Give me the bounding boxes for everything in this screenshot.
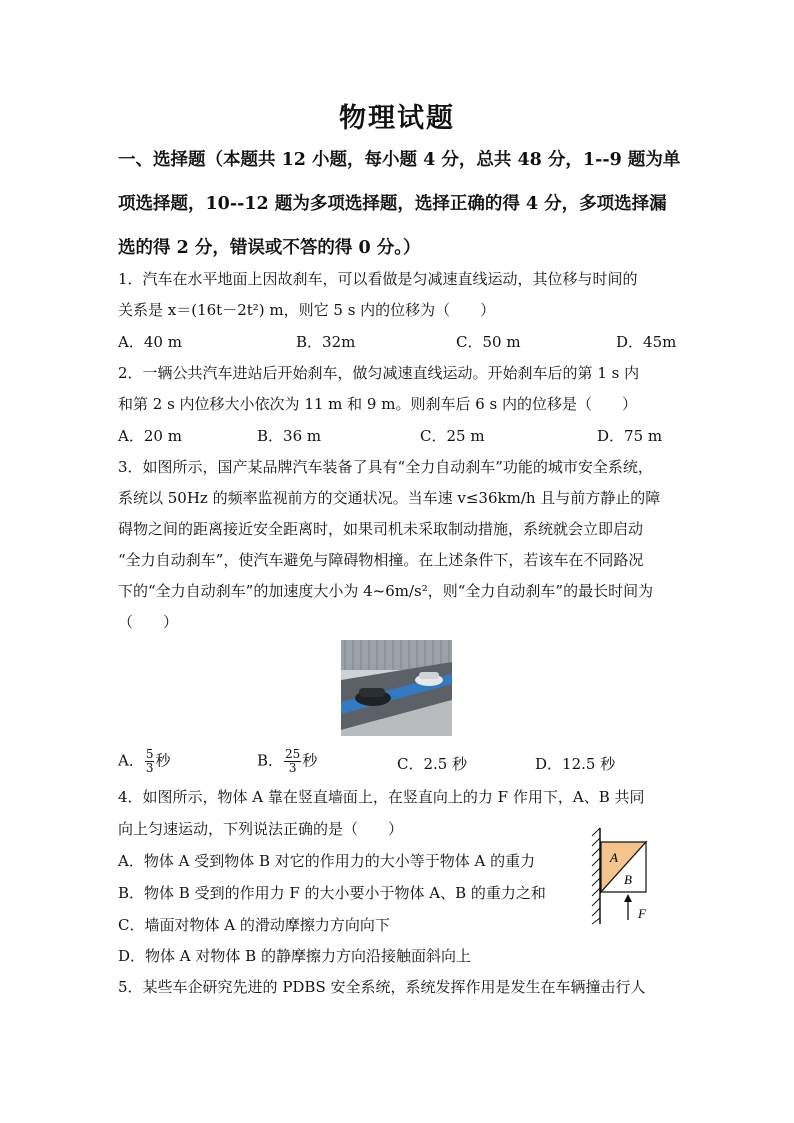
q2-option-c: C．25 m (420, 427, 485, 445)
q3-text-line-4: “全力自动刹车”，使汽车避免与障碍物相撞。在上述条件下，若该车在不同路况 (118, 551, 644, 569)
section-header-line-3: 选的得 2 分，错误或不答的得 0 分。） (118, 238, 421, 258)
q1-option-d: D．45m (616, 333, 677, 351)
q3-option-a-denominator: 3 (145, 761, 154, 775)
wall-hatching (592, 828, 600, 924)
q4-option-b: B．物体 B 受到的作用力 F 的大小要小于物体 A、B 的重力之和 (118, 884, 546, 902)
q2-option-d: D．75 m (597, 427, 663, 445)
q3-option-b-numerator: 25 (285, 747, 301, 761)
q4-text-line-1: 4．如图所示，物体 A 靠在竖直墙面上，在竖直向上的力 F 作用下，A、B 共同 (118, 788, 645, 806)
page-title: 物理试题 (339, 103, 455, 134)
q1-option-a: A．40 m (118, 333, 182, 351)
q3-option-a-unit: 秒 (155, 751, 171, 770)
q3-option-b-fraction (284, 748, 301, 775)
q3-text-line-1: 3．如图所示，国产某品牌汽车装备了具有“全力自动刹车”功能的城市安全系统， (118, 458, 653, 476)
force-label: F (638, 906, 646, 921)
q3-option-b (257, 748, 317, 775)
q4-text-line-2: 向上匀速运动，下列说法正确的是（ ） (118, 820, 404, 838)
q1-option-b: B．32m (296, 333, 356, 351)
block-a-label: A (610, 850, 618, 865)
block-b-label: B (624, 872, 632, 887)
q3-text-line-2: 系统以 50Hz 的频率监视前方的交通状况。当车速 v≤36km/h 且与前方静止的障 (118, 489, 661, 507)
q3-text-line-5: 下的“全力自动刹车”的加速度大小为 4~6m/s²，则“全力自动刹车”的最长时间为 (118, 582, 654, 600)
q2-text-line-2: 和第 2 s 内位移大小依次为 11 m 和 9 m。则刹车后 6 s 内的位移是（ ） (118, 395, 638, 413)
q3-option-a-numerator: 5 (145, 747, 154, 761)
q3-option-c: C．2.5 秒 (397, 755, 468, 773)
q3-option-b-label: B． (257, 751, 284, 770)
q3-option-a (118, 748, 171, 775)
q2-option-b: B．36 m (257, 427, 322, 445)
q3-option-a-label: A． (118, 751, 144, 770)
q1-text-line-2: 关系是 x＝(16t－2t²) m，则它 5 s 内的位移为（ ） (118, 301, 496, 319)
q4-option-c: C．墙面对物体 A 的滑动摩擦力方向向下 (118, 916, 390, 934)
q4-option-a: A．物体 A 受到物体 B 对它的作用力的大小等于物体 A 的重力 (118, 852, 536, 870)
section-header-line-2: 项选择题，10--12 题为多项选择题，选择正确的得 4 分，多项选择漏 (118, 194, 667, 214)
q4-option-d: D．物体 A 对物体 B 的静摩擦力方向沿接触面斜向上 (118, 947, 471, 965)
q1-option-c: C．50 m (456, 333, 521, 351)
q3-option-a-fraction (145, 748, 155, 775)
q5-text-line-1: 5．某些车企研究先进的 PDBS 安全系统，系统发挥作用是发生在车辆撞击行人 (118, 978, 646, 996)
car-braking-photo (341, 640, 452, 736)
q2-text-line-1: 2．一辆公共汽车进站后开始刹车，做匀减速直线运动。开始刹车后的第 1 s 内 (118, 364, 640, 382)
q3-option-b-unit: 秒 (302, 751, 318, 770)
q1-text-line-1: 1．汽车在水平地面上因故刹车，可以看做是匀减速直线运动，其位移与时间的 (118, 270, 638, 288)
section-header-line-1: 一、选择题（本题共 12 小题，每小题 4 分，总共 48 分，1--9 题为单 (118, 150, 681, 170)
q2-option-a: A．20 m (118, 427, 182, 445)
q3-text-line-3: 碍物之间的距离接近安全距离时，如果司机未采取制动措施，系统就会立即启动 (118, 520, 644, 538)
q3-text-line-6: （ ） (118, 613, 179, 631)
wall-blocks-diagram (588, 826, 658, 926)
q3-option-d: D．12.5 秒 (535, 755, 616, 773)
q3-option-b-denominator: 3 (288, 761, 297, 775)
force-arrow-head (624, 894, 632, 902)
